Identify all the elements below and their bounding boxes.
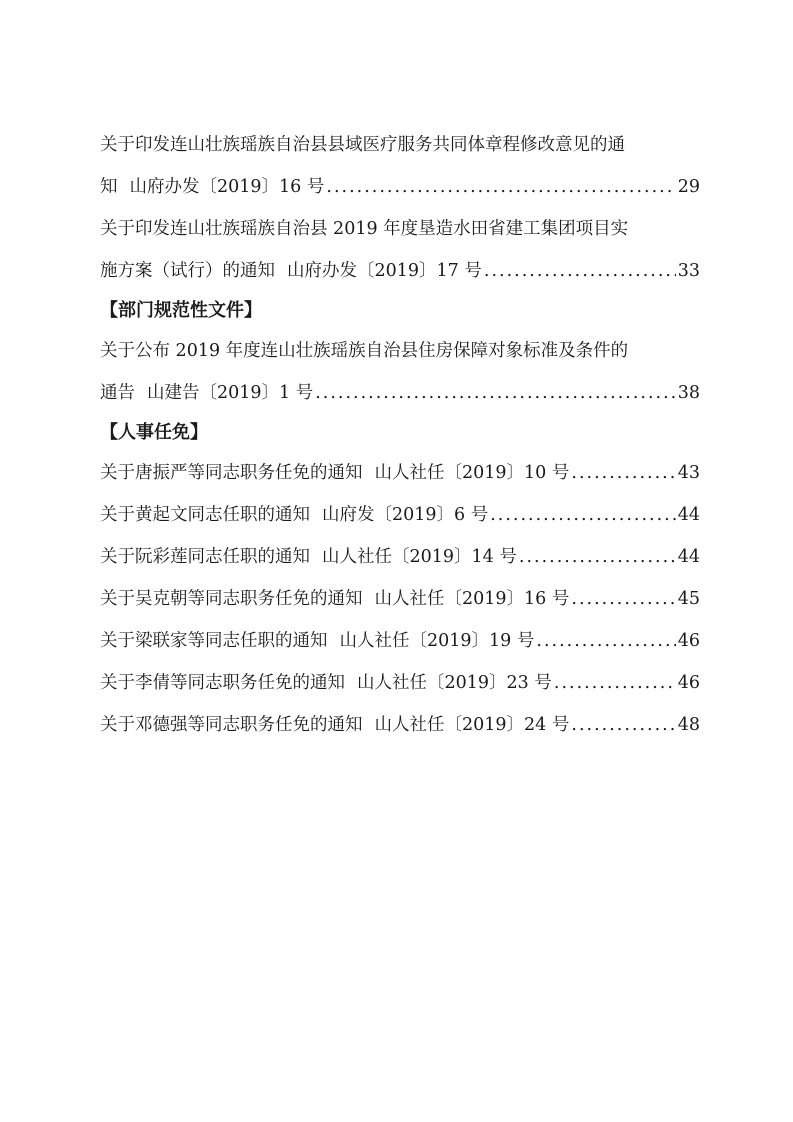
toc-entry-doc-number: 山建告〔2019〕1 号: [147, 383, 314, 403]
section-heading-department-documents: 【部门规范性文件】: [100, 300, 262, 321]
toc-entry-row[interactable]: [100, 536, 700, 578]
toc-entry-page-number: 44: [677, 505, 700, 525]
toc-entry-page-number: 46: [677, 673, 700, 693]
toc-entry-title: 关于黄起文同志任职的通知: [100, 505, 310, 525]
toc-entry-row[interactable]: [100, 578, 700, 620]
toc-entry-doc-number: 山府发〔2019〕6 号: [322, 505, 489, 525]
toc-entry-title: 通告: [100, 383, 135, 403]
dot-leader: [571, 704, 675, 746]
toc-entry-doc-number: 山人社任〔2019〕16 号: [374, 589, 570, 609]
toc-entry-row[interactable]: [100, 620, 700, 662]
toc-entry-title: 关于梁联家等同志任职的通知: [100, 631, 328, 651]
toc-entry-page-number: 29: [677, 177, 700, 197]
toc-entry-line1[interactable]: 关于公布 2019 年度连山壮族瑶族自治县住房保障对象标准及条件的: [100, 341, 629, 361]
toc-entry-page-number: 43: [677, 463, 700, 483]
section-heading-personnel-appointments: 【人事任免】: [100, 422, 208, 443]
dot-leader: [571, 452, 675, 494]
toc-entry-row[interactable]: [100, 704, 700, 746]
dot-leader: [519, 536, 676, 578]
toc-entry-page-number: 45: [677, 589, 700, 609]
toc-entry-doc-number: 山人社任〔2019〕10 号: [374, 463, 570, 483]
table-of-contents: [100, 124, 700, 746]
toc-entry-title: 关于阮彩莲同志任职的通知: [100, 547, 310, 567]
toc-entry-row[interactable]: [100, 494, 700, 536]
toc-entry-row[interactable]: [100, 372, 700, 414]
toc-entry-doc-number: 山人社任〔2019〕19 号: [339, 631, 535, 651]
toc-entry-row[interactable]: [100, 166, 700, 208]
toc-entry-doc-number: 山人社任〔2019〕14 号: [322, 547, 517, 567]
toc-entry-title: 施方案（试行）的通知: [100, 261, 275, 281]
dot-leader: [326, 166, 675, 208]
dot-leader: [490, 494, 675, 536]
toc-entry-page-number: 44: [677, 547, 700, 567]
toc-entry-doc-number: 山府办发〔2019〕17 号: [287, 261, 482, 281]
toc-entry-page-number: 33: [677, 261, 700, 281]
toc-entry-page-number: 38: [677, 383, 700, 403]
dot-leader: [571, 578, 675, 620]
toc-entry-doc-number: 山人社任〔2019〕24 号: [374, 715, 570, 735]
toc-entry-title: 关于邓德强等同志职务任免的通知: [100, 715, 363, 735]
toc-entry-title: 知: [100, 177, 118, 197]
toc-entry-title: 关于吴克朝等同志职务任免的通知: [100, 589, 363, 609]
dot-leader: [554, 662, 676, 704]
toc-entry-line1[interactable]: 关于印发连山壮族瑶族自治县 2019 年度垦造水田省建工集团项目实: [100, 219, 629, 239]
toc-entry-doc-number: 山人社任〔2019〕23 号: [357, 673, 552, 693]
toc-entry-row[interactable]: [100, 250, 700, 292]
toc-entry-title: 关于唐振严等同志职务任免的通知: [100, 463, 363, 483]
dot-leader: [315, 372, 675, 414]
dot-leader: [484, 250, 676, 292]
toc-entry-doc-number: 山府办发〔2019〕16 号: [129, 177, 325, 197]
dot-leader: [536, 620, 675, 662]
toc-entry-page-number: 48: [677, 715, 700, 735]
toc-entry-line1[interactable]: 关于印发连山壮族瑶族自治县县域医疗服务共同体章程修改意见的通: [100, 135, 625, 155]
toc-entry-page-number: 46: [677, 631, 700, 651]
toc-entry-title: 关于李倩等同志职务任免的通知: [100, 673, 345, 693]
toc-entry-row[interactable]: [100, 452, 700, 494]
toc-entry-row[interactable]: [100, 662, 700, 704]
